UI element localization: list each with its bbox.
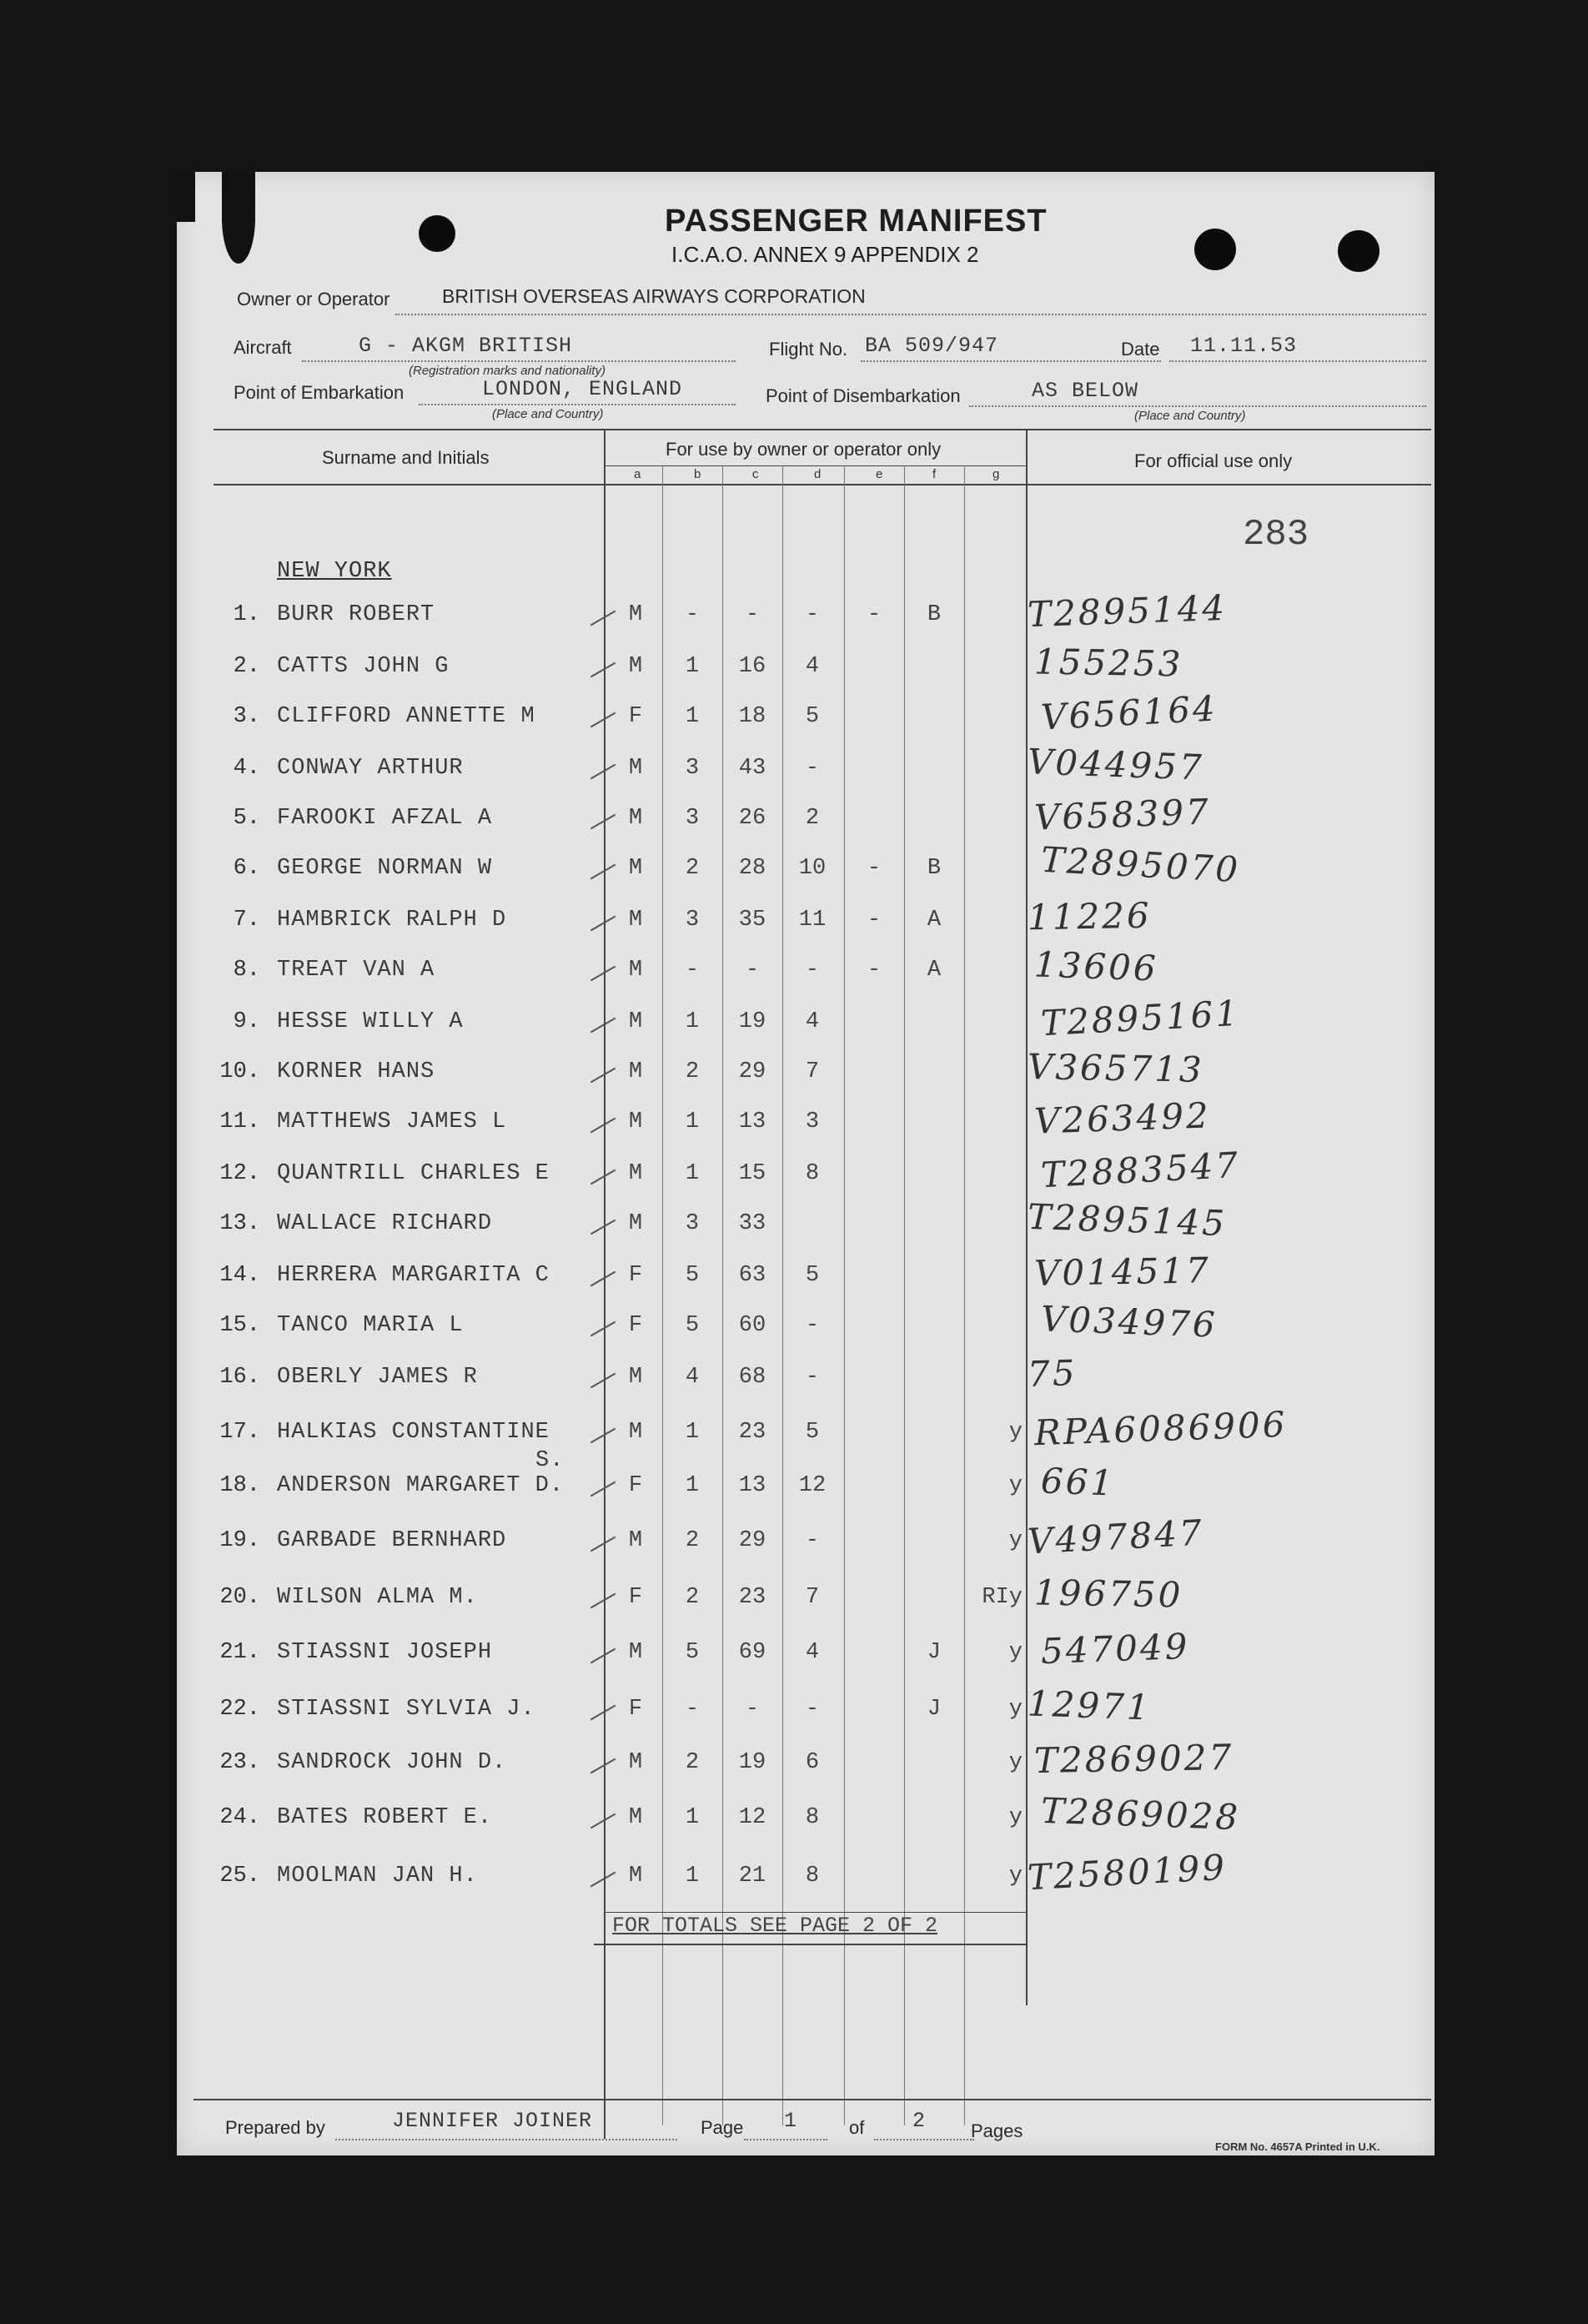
cell-e: - [867,856,882,881]
cell-e: - [867,908,882,933]
table-row [177,1046,1435,1109]
official-handwritten-entry: 661 [1040,1460,1116,1504]
col-header-a: a [634,467,641,481]
cell-c: 21 [738,1864,766,1889]
passenger-name: HESSE WILLY A [277,1009,464,1034]
row-number: 10. [219,1059,260,1084]
page-stamp: 283 [1243,514,1309,556]
page-title: PASSENGER MANIFEST [665,204,1048,239]
passenger-name: CLIFFORD ANNETTE M [277,704,535,729]
table-row [177,838,1435,906]
col-header-b: b [694,467,701,481]
official-handwritten-entry: T2883547 [1039,1144,1242,1196]
official-handwritten-entry: V034976 [1040,1298,1219,1346]
embark-dotline [419,404,736,405]
name-header: Surname and Initials [322,447,490,468]
cell-g: y [1008,1473,1023,1498]
cell-c: 26 [738,806,766,831]
passenger-name: STIASSNI SYLVIA J. [277,1697,535,1722]
table-row [177,791,1435,856]
cell-a: M [628,1059,643,1084]
row-number: 17. [219,1420,260,1445]
cell-b: 5 [685,1313,700,1338]
table-row [177,1298,1435,1363]
punch-hole-2 [1338,230,1379,272]
cell-g: y [1008,1864,1023,1889]
passenger-name: FAROOKI AFZAL A [277,806,493,831]
date-label: Date [1121,339,1160,360]
cell-b: - [685,1697,700,1722]
cell-d: 4 [805,1640,820,1665]
cell-b: 2 [685,1750,700,1775]
official-handwritten-entry: V044957 [1027,741,1205,788]
col-header-d: d [814,467,822,481]
cell-f: B [927,602,942,627]
table-row [177,1403,1435,1473]
cell-a: M [628,1750,643,1775]
cell-d: 12 [798,1473,827,1498]
destination-heading: NEW YORK [277,559,392,584]
table-row [177,1144,1435,1211]
row-number: 9. [233,1009,260,1034]
cell-c: 16 [738,654,766,679]
cell-e: - [867,602,882,627]
cell-c: 43 [738,756,766,781]
table-row [177,1195,1435,1261]
row-number: 22. [219,1697,260,1722]
cell-a: M [628,958,643,983]
cell-b: 3 [685,756,700,781]
cell-b: 1 [685,654,700,679]
official-handwritten-entry: T2869027 [1033,1736,1234,1782]
row-number: 2. [233,654,260,679]
aircraft-note: (Registration marks and nationality) [409,364,606,378]
table-row [177,1094,1435,1159]
cell-f: A [927,908,942,933]
owner-value: BRITISH OVERSEAS AIRWAYS CORPORATION [442,285,866,307]
footer-rule [193,2099,1431,2100]
disembark-label: Point of Disembarkation [766,385,961,406]
cell-g: RIy [982,1585,1023,1610]
prepared-dotline [335,2139,677,2140]
cell-c: 60 [738,1313,766,1338]
prepared-value: JENNIFER JOINER [392,2109,593,2133]
passenger-name: HAMBRICK RALPH D [277,908,507,933]
official-handwritten-entry: T2869028 [1040,1789,1241,1839]
row-number: 4. [233,756,260,781]
owner-label: Owner or Operator [237,289,390,309]
cell-d: 8 [805,1161,820,1186]
cell-c: 35 [738,908,766,933]
cell-b: 3 [685,806,700,831]
cell-b: 3 [685,1211,700,1236]
form-number: FORM No. 4657A Printed in U.K. [1215,2140,1380,2153]
cell-a: M [628,654,643,679]
cell-d: 2 [805,806,820,831]
row-number: 20. [219,1585,260,1610]
cell-d: 5 [805,1420,820,1445]
embark-note: (Place and Country) [492,407,604,421]
official-handwritten-entry: V658397 [1033,791,1212,838]
disembark-value: AS BELOW [1032,379,1139,403]
totals-rule-top [604,1912,1026,1913]
totals-rule-bottom [594,1944,1026,1945]
owner-use-header: For use by owner or operator only [666,439,942,460]
cell-d: - [805,958,820,983]
cell-c: - [745,602,760,627]
torn-corner [222,172,255,264]
embark-label: Point of Embarkation [234,382,405,403]
official-handwritten-entry: T2895144 [1027,586,1228,636]
cell-d: 3 [805,1109,820,1134]
cell-c: 29 [738,1059,766,1084]
passenger-name: CATTS JOHN G [277,654,450,679]
cell-b: 1 [685,1161,700,1186]
official-handwritten-entry: 11226 [1027,894,1153,938]
cell-g: y [1008,1420,1023,1445]
table-row [177,1683,1435,1747]
page-subtitle: I.C.A.O. ANNEX 9 APPENDIX 2 [671,242,979,267]
cell-e: - [867,958,882,983]
passenger-name: GEORGE NORMAN W [277,856,493,881]
official-handwritten-entry: V365713 [1027,1046,1205,1090]
cell-b: - [685,602,700,627]
official-handwritten-entry: V497847 [1026,1512,1205,1562]
cell-a: M [628,602,643,627]
row-number: 3. [233,704,260,729]
cell-f: J [927,1697,942,1722]
official-handwritten-entry: RPA6086906 [1033,1403,1289,1454]
date-value: 11.11.53 [1190,334,1298,358]
cell-b: - [685,958,700,983]
cell-g: y [1008,1750,1023,1775]
cell-b: 1 [685,1864,700,1889]
passenger-name: MATTHEWS JAMES L [277,1109,507,1134]
row-number: 15. [219,1313,260,1338]
table-row [177,1250,1435,1313]
cell-d: 11 [798,908,827,933]
row-number: 1. [233,602,260,627]
pages-label: Pages [971,2120,1023,2141]
cell-b: 5 [685,1640,700,1665]
page-value: 1 [784,2109,798,2133]
cell-a: M [628,806,643,831]
punch-hole-1 [1194,229,1236,270]
official-handwritten-entry: 155253 [1033,641,1183,685]
official-handwritten-entry: V263492 [1033,1094,1212,1142]
cell-g: y [1008,1805,1023,1830]
row-number: 24. [219,1805,260,1830]
row-number: 23. [219,1750,260,1775]
cell-d: 7 [805,1585,820,1610]
cell-a: M [628,1161,643,1186]
official-handwritten-entry: 75 [1027,1351,1078,1396]
passenger-name: HALKIAS CONSTANTINE [277,1420,550,1445]
disembark-dotline [969,405,1426,407]
passenger-name: QUANTRILL CHARLES E [277,1161,550,1186]
cell-a: M [628,1528,643,1553]
row-number: 8. [233,958,260,983]
table-row [177,1846,1435,1914]
table-row [177,586,1435,652]
row-number: 19. [219,1528,260,1553]
flight-dotline [861,360,1161,362]
cell-c: 68 [738,1365,766,1390]
cell-b: 2 [685,1585,700,1610]
table-row [177,741,1435,806]
table-row [177,1572,1435,1635]
of-label: of [849,2117,865,2138]
cell-a: F [628,1313,643,1338]
cell-d: - [805,1528,820,1553]
page-label: Page [701,2117,744,2138]
table-row [177,1789,1435,1855]
official-handwritten-entry: 196750 [1033,1572,1183,1616]
cell-b: 2 [685,856,700,881]
cell-c: 23 [738,1420,766,1445]
table-top-rule [214,429,1431,430]
aircraft-value: G - AKGM BRITISH [359,334,573,358]
cell-c: 29 [738,1528,766,1553]
cell-c: 15 [738,1161,766,1186]
row-number: 11. [219,1109,260,1134]
cell-a: F [628,1263,643,1288]
row-number: 21. [219,1640,260,1665]
cell-d: - [805,1365,820,1390]
table-row [177,1625,1435,1690]
cell-a: M [628,1211,643,1236]
torn-corner-2 [177,172,195,222]
cell-c: 69 [738,1640,766,1665]
row-number: 14. [219,1263,260,1288]
owner-dotline [395,314,1426,315]
col-header-g: g [992,467,1000,481]
cell-c: 13 [738,1109,766,1134]
cell-b: 4 [685,1365,700,1390]
cell-c: 18 [738,704,766,729]
official-handwritten-entry: 12971 [1027,1683,1153,1728]
table-row [177,1512,1435,1578]
official-handwritten-entry: T2895161 [1039,992,1242,1044]
row-number: 13. [219,1211,260,1236]
cell-b: 1 [685,1805,700,1830]
passenger-name: TREAT VAN A [277,958,435,983]
cell-a: M [628,1805,643,1830]
aircraft-label: Aircraft [234,337,292,358]
cell-d: 6 [805,1750,820,1775]
disembark-note: (Place and Country) [1134,409,1246,423]
cell-a: F [628,1585,643,1610]
cell-d: 7 [805,1059,820,1084]
totals-note: FOR TOTALS SEE PAGE 2 OF 2 [612,1914,938,1938]
passenger-name: CONWAY ARTHUR [277,756,464,781]
cell-g: y [1008,1640,1023,1665]
cell-c: 12 [738,1805,766,1830]
passenger-name-continued: S. [535,1448,565,1473]
cell-c: - [745,1697,760,1722]
flight-label: Flight No. [769,339,848,360]
cell-c: 33 [738,1211,766,1236]
cell-d: 10 [798,856,827,881]
cell-a: F [628,704,643,729]
cell-c: 13 [738,1473,766,1498]
cell-b: 1 [685,1420,700,1445]
passenger-name: WALLACE RICHARD [277,1211,493,1236]
official-handwritten-entry: V014517 [1033,1250,1212,1294]
row-number: 18. [219,1473,260,1498]
cell-b: 1 [685,704,700,729]
table-header-rule [214,484,1431,485]
owner-header-rule [604,465,1026,466]
cell-d: 4 [805,654,820,679]
table-row [177,1460,1435,1523]
official-handwritten-entry: T2895145 [1027,1195,1228,1245]
official-header: For official use only [1134,450,1293,471]
cell-a: F [628,1473,643,1498]
table-row [177,894,1435,958]
cell-f: A [927,958,942,983]
cell-c: - [745,958,760,983]
cell-c: 19 [738,1009,766,1034]
cell-d: 5 [805,704,820,729]
official-handwritten-entry: 547049 [1040,1625,1191,1673]
cell-a: M [628,1365,643,1390]
manifest-page [177,172,1435,2155]
passenger-name: BURR ROBERT [277,602,435,627]
row-number: 25. [219,1864,260,1889]
passenger-name: OBERLY JAMES R [277,1365,478,1390]
cell-b: 2 [685,1528,700,1553]
flight-value: BA 509/947 [865,334,999,358]
passenger-name: GARBADE BERNHARD [277,1528,507,1553]
page-dotline [744,2139,827,2140]
aircraft-dotline [302,360,736,362]
passenger-name: STIASSNI JOSEPH [277,1640,493,1665]
cell-g: y [1008,1528,1023,1553]
official-handwritten-entry: T2580199 [1026,1846,1229,1899]
embark-value: LONDON, ENGLAND [482,377,683,401]
official-handwritten-entry: 13606 [1033,943,1159,989]
punch-hole-3 [419,215,455,252]
col-header-f: f [932,467,937,481]
cell-b: 3 [685,908,700,933]
passenger-name: BATES ROBERT E. [277,1805,493,1830]
passenger-name: HERRERA MARGARITA C [277,1263,550,1288]
col-header-e: e [876,467,883,481]
table-row [177,641,1435,704]
cell-d: - [805,1697,820,1722]
cell-c: 28 [738,856,766,881]
cell-a: M [628,908,643,933]
row-number: 6. [233,856,260,881]
cell-b: 2 [685,1059,700,1084]
cell-a: M [628,1420,643,1445]
row-number: 16. [219,1365,260,1390]
cell-b: 1 [685,1009,700,1034]
date-dotline [1169,360,1426,362]
cell-a: M [628,856,643,881]
passenger-name: KORNER HANS [277,1059,435,1084]
cell-a: F [628,1697,643,1722]
cell-g: y [1008,1697,1023,1722]
cell-a: M [628,1864,643,1889]
of-value: 2 [912,2109,927,2133]
cell-d: - [805,602,820,627]
col-header-c: c [752,467,759,481]
table-row [177,687,1435,754]
of-dotline [874,2139,974,2140]
cell-c: 63 [738,1263,766,1288]
row-number: 7. [233,908,260,933]
row-number: 12. [219,1161,260,1186]
cell-d: - [805,756,820,781]
passenger-name: MOOLMAN JAN H. [277,1864,478,1889]
cell-d: 8 [805,1805,820,1830]
cell-d: - [805,1313,820,1338]
cell-d: 4 [805,1009,820,1034]
cell-a: M [628,1009,643,1034]
cell-b: 5 [685,1263,700,1288]
cell-f: J [927,1640,942,1665]
official-handwritten-entry: T2895070 [1039,838,1242,891]
passenger-name: WILSON ALMA M. [277,1585,478,1610]
cell-c: 23 [738,1585,766,1610]
passenger-name: TANCO MARIA L [277,1313,464,1338]
cell-f: B [927,856,942,881]
cell-b: 1 [685,1109,700,1134]
passenger-name: ANDERSON MARGARET D. [277,1473,565,1498]
cell-d: 8 [805,1864,820,1889]
official-handwritten-entry: V656164 [1039,687,1219,738]
table-row [177,943,1435,1008]
passenger-name: SANDROCK JOHN D. [277,1750,507,1775]
cell-a: M [628,756,643,781]
prepared-label: Prepared by [225,2117,325,2138]
cell-d: 5 [805,1263,820,1288]
row-number: 5. [233,806,260,831]
cell-c: 19 [738,1750,766,1775]
cell-b: 1 [685,1473,700,1498]
table-row [177,992,1435,1059]
table-row [177,1736,1435,1800]
cell-a: M [628,1640,643,1665]
cell-a: M [628,1109,643,1134]
